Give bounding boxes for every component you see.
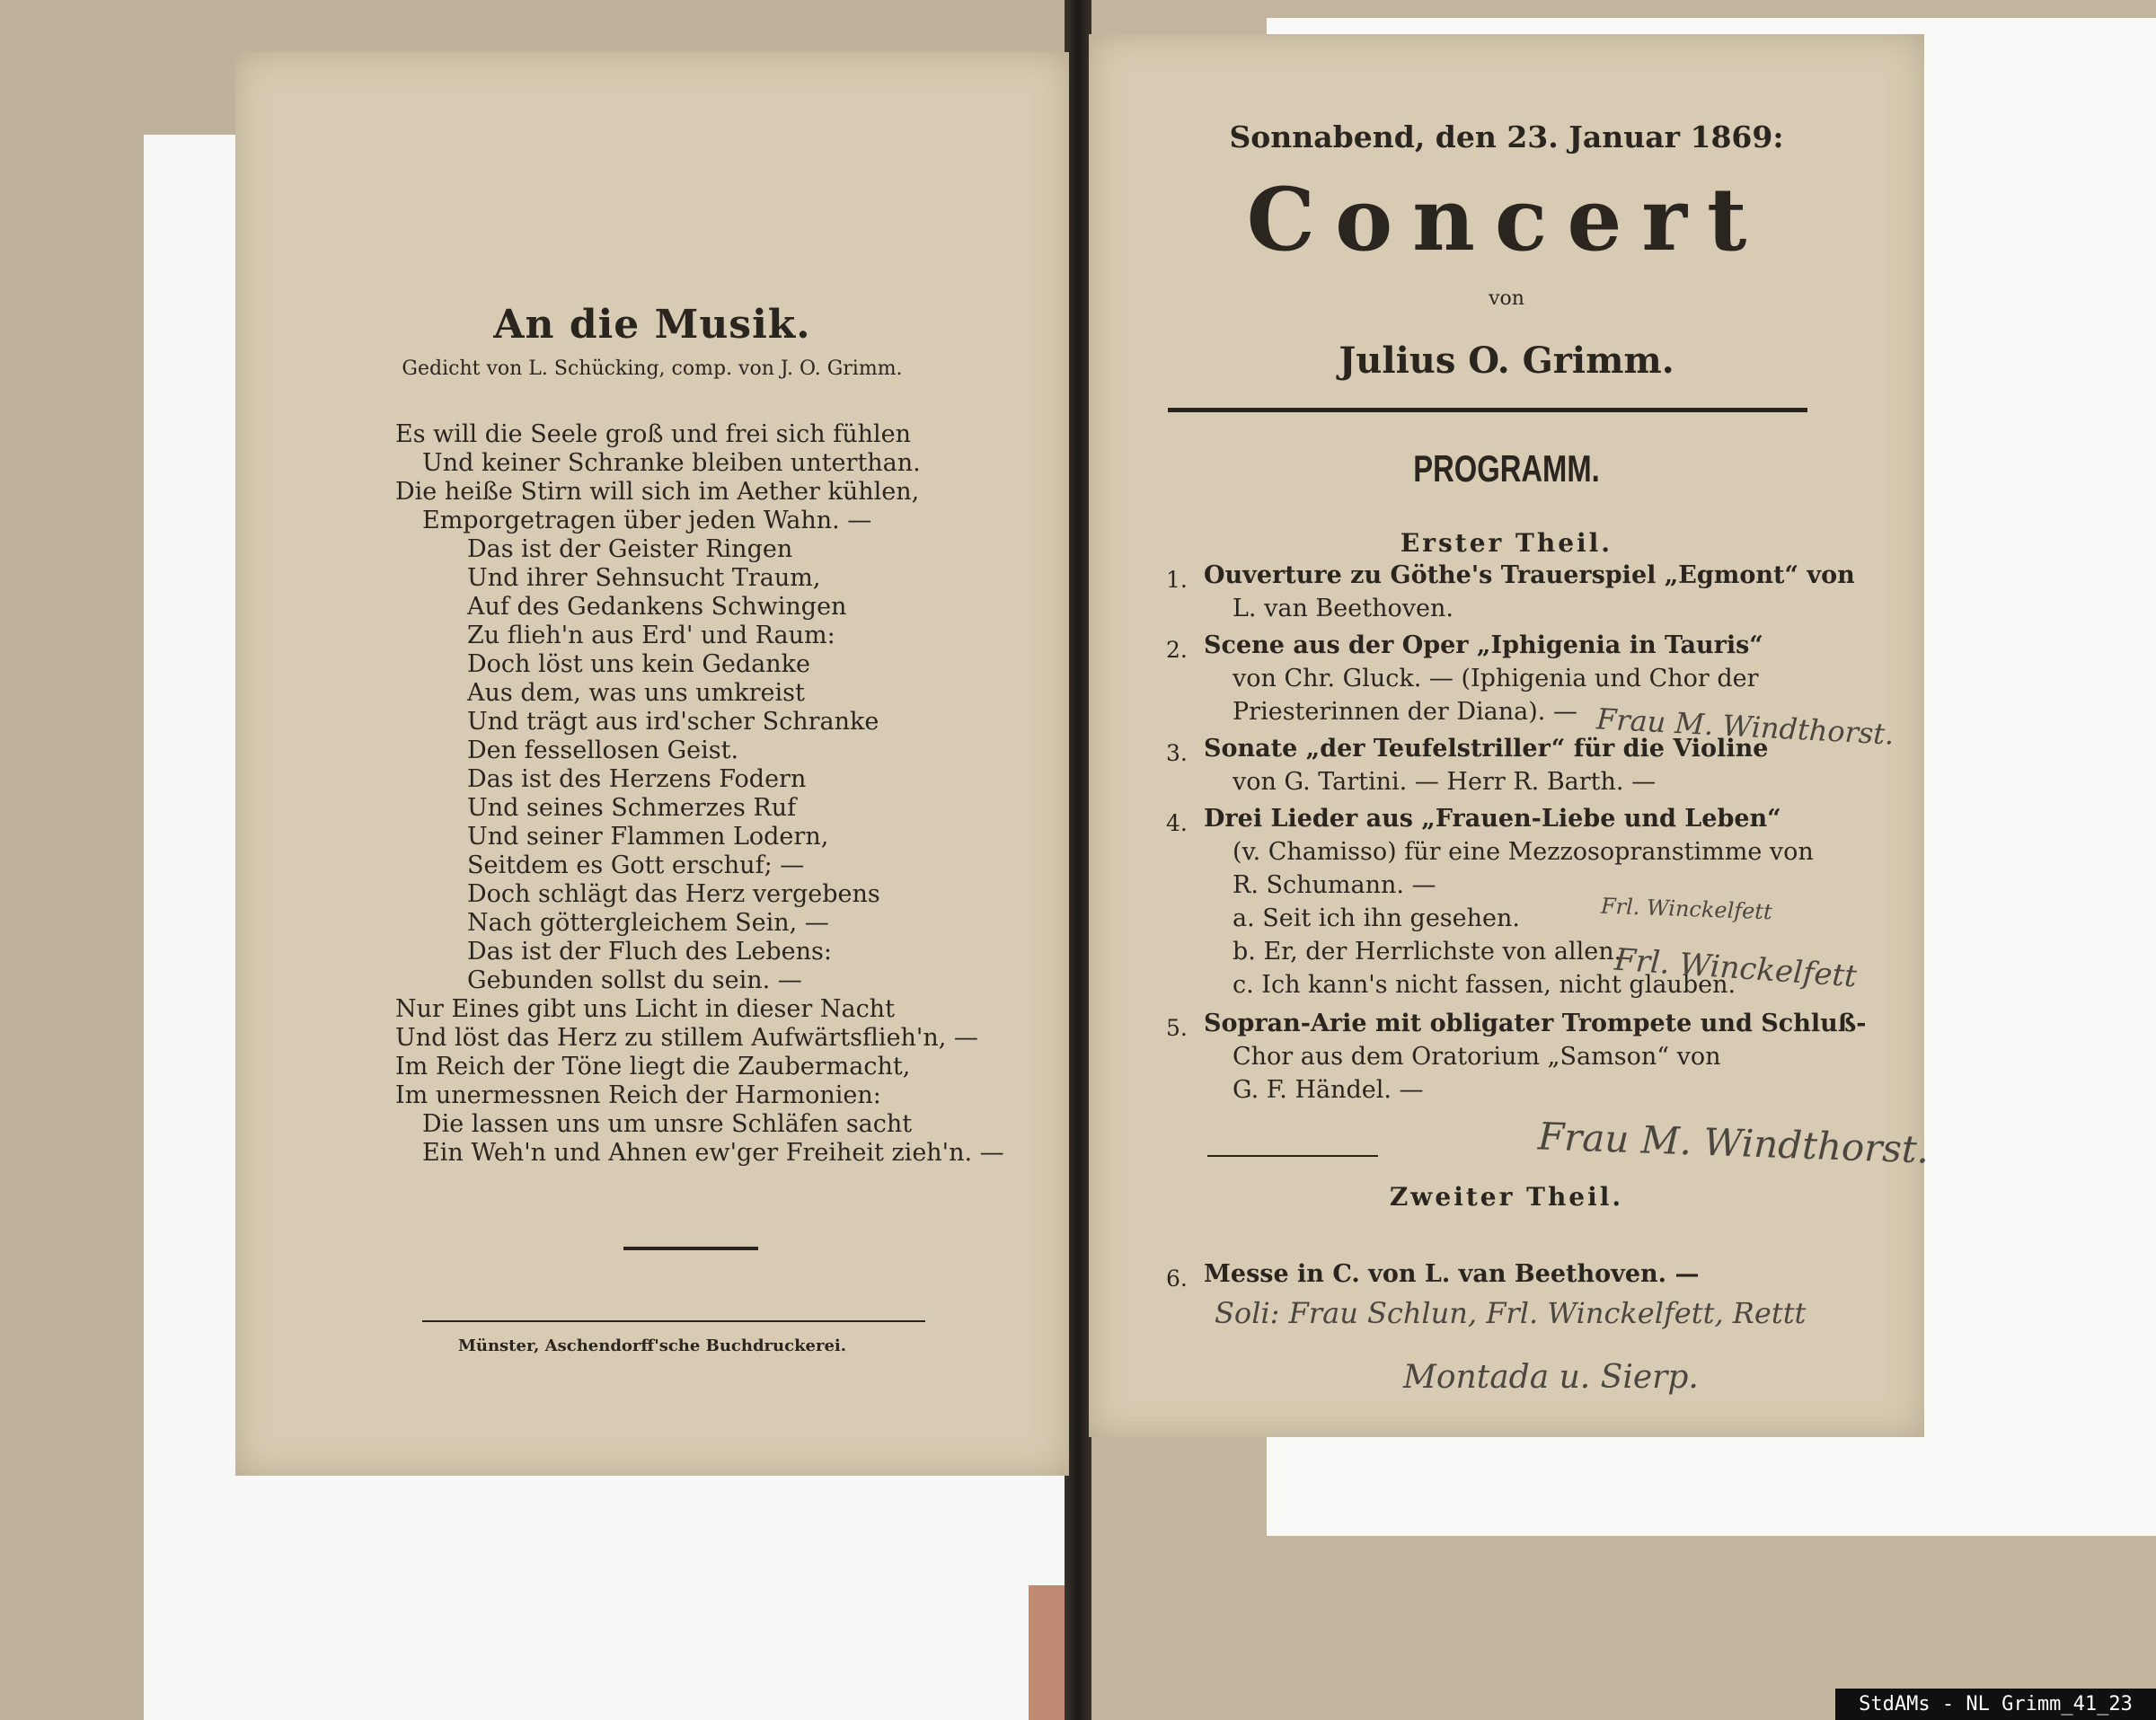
- handwritten-note-6b: Montada u. Sierp.: [1403, 1359, 1699, 1396]
- printer-note: Münster, Aschendorff'sche Buchdruckerei.: [457, 1336, 847, 1355]
- handwritten-note-6a: Soli: Frau Schlun, Frl. Winckelfett, Rettt: [1215, 1296, 1807, 1330]
- item-line: Chor aus dem Oratorium „Samson“ von: [1233, 1043, 1721, 1071]
- poem-line: Nach göttergleichem Sein, —: [467, 909, 829, 937]
- poem-line: Ein Weh'n und Ahnen ew'ger Freiheit zieh'n. —: [422, 1139, 1004, 1167]
- item-number: 6.: [1166, 1266, 1188, 1292]
- item-line: c. Ich kann's nicht fassen, nicht glauben.: [1233, 971, 1736, 999]
- poem-line: Seitdem es Gott erschuf; —: [467, 851, 805, 879]
- poem-line: Aus dem, was uns umkreist: [467, 679, 805, 707]
- handwritten-note-4a: Frl. Winckelfett: [1600, 893, 1773, 925]
- poem-sheet: [235, 52, 1069, 1476]
- divider-long: [422, 1320, 925, 1322]
- item-line: Drei Lieder aus „Frauen-Liebe und Leben“: [1204, 805, 1781, 833]
- poem-line: Doch schlägt das Herz vergebens: [467, 880, 880, 908]
- item-line: Sopran-Arie mit obligater Trompete und Schluß-: [1204, 1010, 1867, 1037]
- poem-line: Und seiner Flammen Lodern,: [467, 823, 829, 851]
- item-number: 3.: [1166, 740, 1188, 766]
- poem-line: Im Reich der Töne liegt die Zaubermacht,: [395, 1053, 911, 1081]
- programme-sheet: [1089, 34, 1930, 1437]
- item-line: R. Schumann. —: [1233, 871, 1436, 899]
- poem-line: Und keiner Schranke bleiben unterthan.: [422, 449, 921, 477]
- concert-title: Concert: [1246, 169, 1767, 270]
- poem-line: Gebunden sollst du sein. —: [467, 966, 802, 994]
- poem-line: Den fessellosen Geist.: [467, 737, 739, 764]
- poem-line: Im unermessnen Reich der Harmonien:: [395, 1081, 881, 1109]
- item-line: Ouverture zu Göthe's Trauerspiel „Egmont“ von: [1204, 561, 1855, 589]
- handwritten-note-5: Frau M. Windthorst.: [1537, 1114, 1930, 1172]
- poem-line: Die lassen uns um unsre Schläfen sacht: [422, 1110, 913, 1138]
- poem-line: Zu flieh'n aus Erd' und Raum:: [467, 622, 835, 649]
- part-rule: [1207, 1155, 1378, 1157]
- poem-line: Nur Eines gibt uns Licht in dieser Nacht: [395, 995, 895, 1023]
- poem-line: Das ist der Fluch des Lebens:: [467, 938, 832, 966]
- archive-caption: StdAMs - NL Grimm_41_23: [1835, 1689, 2156, 1720]
- item-line: G. F. Händel. —: [1233, 1076, 1424, 1104]
- poem-line: Und seines Schmerzes Ruf: [467, 794, 797, 822]
- header-rule: [1168, 408, 1807, 412]
- composer-name: Julius O. Grimm.: [1339, 340, 1674, 382]
- item-line: Scene aus der Oper „Iphigenia in Tauris“: [1204, 631, 1763, 659]
- item-line: von Chr. Gluck. — (Iphigenia und Chor der: [1233, 665, 1759, 692]
- part-one-heading: Erster Theil.: [1400, 528, 1613, 558]
- item-line: (v. Chamisso) für eine Mezzosopranstimme von: [1233, 838, 1814, 866]
- poem-title: An die Musik.: [493, 302, 811, 348]
- poem-line: Die heiße Stirn will sich im Aether kühlen,: [395, 478, 920, 506]
- item-number: 4.: [1166, 810, 1188, 836]
- poem-line: Es will die Seele groß und frei sich fühlen: [395, 420, 912, 448]
- divider-short: [623, 1247, 758, 1250]
- item-line: L. van Beethoven.: [1233, 595, 1454, 622]
- poem-line: Und ihrer Sehnsucht Traum,: [467, 564, 821, 592]
- poem-line: Auf des Gedankens Schwingen: [467, 593, 847, 621]
- item-number: 5.: [1166, 1015, 1188, 1041]
- tab-strip: [1029, 1585, 1065, 1720]
- item-number: 2.: [1166, 637, 1188, 663]
- poem-line: Emporgetragen über jeden Wahn. —: [422, 507, 872, 534]
- item-line: Priesterinnen der Diana). —: [1233, 698, 1577, 726]
- programme-heading: PROGRAMM.: [1413, 447, 1600, 490]
- item-line: b. Er, der Herrlichste von allen.: [1233, 938, 1622, 966]
- item-line: Sonate „der Teufelstriller“ für die Violine: [1204, 735, 1769, 763]
- part-two-heading: Zweiter Theil.: [1389, 1182, 1624, 1212]
- handwritten-note-2: Frau M. Windthorst.: [1595, 701, 1895, 752]
- concert-von: von: [1489, 287, 1524, 310]
- item-line: a. Seit ich ihn gesehen.: [1233, 904, 1520, 932]
- poem-line: Und trägt aus ird'scher Schranke: [467, 708, 879, 736]
- poem-line: Das ist des Herzens Fodern: [467, 765, 807, 793]
- item-line: von G. Tartini. — Herr R. Barth. —: [1233, 768, 1657, 796]
- item-number: 1.: [1166, 567, 1188, 593]
- poem-line: Doch löst uns kein Gedanke: [467, 650, 810, 678]
- poem-line: Und löst das Herz zu stillem Aufwärtsflieh'n, —: [395, 1024, 978, 1052]
- poem-line: Das ist der Geister Ringen: [467, 535, 793, 563]
- poem-subtitle: Gedicht von L. Schücking, comp. von J. O. Grimm.: [402, 357, 903, 380]
- handwritten-note-4b: Frl. Winckelfett: [1613, 941, 1859, 995]
- concert-date: Sonnabend, den 23. Januar 1869:: [1229, 119, 1784, 154]
- item-line: Messe in C. von L. van Beethoven. —: [1204, 1260, 1700, 1288]
